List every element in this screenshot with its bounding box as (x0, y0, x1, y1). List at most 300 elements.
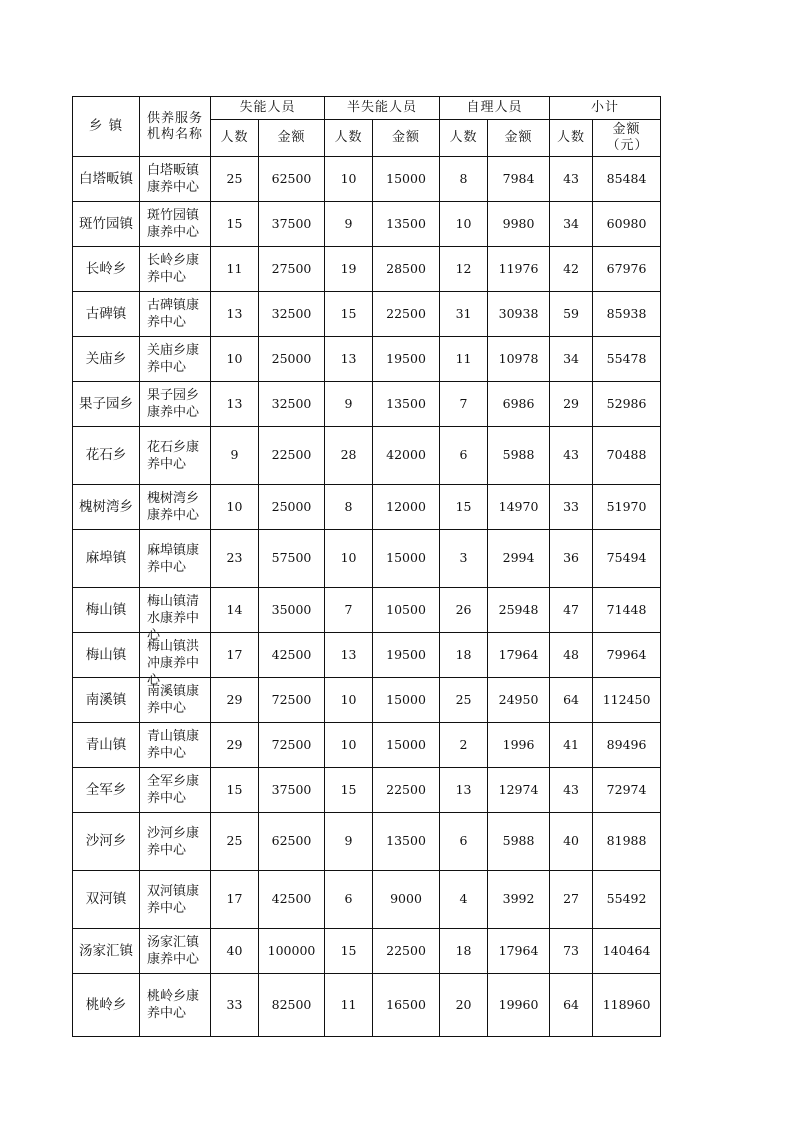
cell-township (73, 485, 140, 530)
cell-count (211, 588, 259, 633)
header-institution: 供养服务机构名称 (140, 97, 211, 157)
amount-value: 15000 (386, 691, 426, 707)
amount-value: 75494 (606, 550, 647, 565)
cell-institution (140, 427, 211, 485)
count-value: 34 (563, 215, 579, 231)
header-township: 乡 镇 (73, 97, 140, 157)
cell-count (325, 768, 373, 813)
amount-value: 15000 (386, 170, 426, 186)
cell-institution (140, 588, 211, 643)
cell-count (440, 813, 488, 871)
count-value: 11 (226, 260, 243, 276)
count-value: 10 (340, 736, 357, 752)
count-value: 15 (340, 305, 357, 321)
amount-value: 79964 (606, 646, 647, 662)
amount-value: 11976 (498, 260, 539, 276)
amount-value: 12000 (386, 498, 426, 514)
amount-value: 89496 (606, 736, 647, 752)
count-value: 10 (340, 550, 357, 565)
cell-township (73, 974, 140, 1037)
township-name: 南溪镇 (85, 691, 127, 708)
cell-township (73, 202, 140, 247)
cell-count (440, 678, 488, 723)
cell-count (550, 247, 593, 292)
cell-amount (593, 588, 661, 633)
cell-count (550, 427, 593, 485)
header-amount: 金额 (259, 120, 325, 157)
cell-amount (373, 382, 440, 427)
cell-amount (373, 337, 440, 382)
cell-amount (593, 813, 661, 871)
cell-amount (373, 157, 440, 202)
cell-amount (259, 292, 325, 337)
amount-value: 67976 (606, 260, 647, 276)
cell-count (211, 202, 259, 247)
cell-amount (259, 588, 325, 633)
count-value: 15 (340, 942, 357, 958)
amount-value: 19960 (498, 996, 539, 1012)
count-value: 9 (230, 447, 239, 462)
cell-amount (373, 813, 440, 871)
amount-value: 55492 (606, 891, 647, 906)
count-value: 25 (226, 170, 243, 186)
cell-count (325, 929, 373, 974)
table-row (73, 382, 661, 427)
cell-count (211, 157, 259, 202)
cell-count (440, 427, 488, 485)
count-value: 33 (563, 498, 579, 514)
count-value: 3 (459, 550, 468, 565)
township-name: 麻埠镇 (85, 550, 127, 566)
cell-amount (488, 202, 550, 247)
cell-amount (488, 871, 550, 929)
cell-count (325, 633, 373, 678)
cell-township (73, 813, 140, 871)
amount-value: 57500 (271, 550, 312, 565)
township-name: 关庙乡 (85, 350, 127, 367)
township-name: 花石乡 (85, 447, 127, 463)
cell-amount (488, 530, 550, 588)
amount-value: 37500 (271, 215, 312, 231)
cell-township (73, 337, 140, 382)
amount-value: 62500 (271, 833, 312, 848)
amount-value: 27500 (271, 260, 312, 276)
count-value: 15 (340, 781, 357, 797)
count-value: 64 (563, 996, 579, 1012)
cell-count (440, 588, 488, 633)
township-name: 全军乡 (85, 781, 127, 798)
cell-amount (488, 337, 550, 382)
township-name: 梅山镇 (85, 601, 127, 618)
cell-count (550, 337, 593, 382)
count-value: 10 (340, 170, 357, 186)
cell-count (550, 974, 593, 1037)
amount-value: 82500 (271, 996, 312, 1012)
cell-amount (259, 633, 325, 678)
header-count: 人数 (440, 120, 488, 157)
amount-value: 9980 (502, 215, 535, 231)
table-row (73, 202, 661, 247)
cell-institution (140, 723, 211, 768)
cell-amount (593, 974, 661, 1037)
cell-township (73, 633, 140, 678)
amount-value: 14970 (498, 498, 539, 514)
cell-amount (259, 337, 325, 382)
count-value: 13 (455, 781, 472, 797)
cell-count (550, 813, 593, 871)
cell-count (211, 337, 259, 382)
institution-name: 桃岭乡康养中心 (147, 989, 200, 1021)
amount-value: 2994 (502, 550, 535, 565)
cell-amount (373, 485, 440, 530)
count-value: 33 (226, 996, 243, 1012)
cell-count (211, 485, 259, 530)
cell-amount (593, 427, 661, 485)
cell-amount (259, 382, 325, 427)
amount-value: 37500 (271, 781, 312, 797)
amount-value: 42000 (386, 447, 426, 462)
count-value: 6 (459, 833, 468, 848)
amount-value: 112450 (602, 691, 651, 707)
cell-institution (140, 871, 211, 929)
cell-count (211, 633, 259, 678)
cell-township (73, 929, 140, 974)
cell-count (325, 485, 373, 530)
township-name: 双河镇 (85, 891, 127, 907)
institution-name: 梅山镇清水康养中心 (147, 594, 200, 643)
amount-value: 22500 (386, 942, 426, 958)
amount-value: 25948 (498, 601, 539, 617)
cell-count (325, 813, 373, 871)
cell-count (440, 929, 488, 974)
amount-value: 13500 (386, 395, 426, 411)
cell-township (73, 723, 140, 768)
header-self-care: 自理人员 (440, 97, 550, 120)
institution-name: 青山镇康养中心 (147, 729, 200, 761)
count-value: 40 (563, 833, 579, 848)
township-name: 沙河乡 (85, 833, 127, 849)
cell-amount (259, 929, 325, 974)
count-value: 26 (455, 601, 472, 617)
count-value: 43 (563, 170, 579, 186)
cell-amount (593, 157, 661, 202)
amount-value: 72500 (271, 736, 312, 752)
cell-count (211, 871, 259, 929)
amount-value: 51970 (606, 498, 647, 514)
amount-value: 42500 (271, 646, 312, 662)
count-value: 9 (344, 395, 353, 411)
amount-value: 9000 (390, 891, 422, 906)
count-value: 6 (459, 447, 468, 462)
cell-count (211, 929, 259, 974)
institution-name: 槐树湾乡康养中心 (147, 491, 200, 523)
cell-count (325, 530, 373, 588)
cell-amount (593, 337, 661, 382)
count-value: 18 (455, 942, 472, 958)
cell-amount (488, 678, 550, 723)
cell-amount (259, 678, 325, 723)
count-value: 48 (563, 646, 579, 662)
count-value: 9 (344, 215, 353, 231)
count-value: 41 (563, 736, 579, 752)
cell-institution (140, 157, 211, 202)
header-semi-disabled: 半失能人员 (325, 97, 440, 120)
count-value: 6 (344, 891, 353, 906)
header-amount: 金额 (373, 120, 440, 157)
cell-amount (593, 723, 661, 768)
amount-value: 19500 (386, 646, 426, 662)
institution-name: 南溪镇康养中心 (147, 684, 200, 716)
township-name: 白塔畈镇 (79, 170, 133, 187)
cell-amount (373, 871, 440, 929)
table-row (73, 247, 661, 292)
count-value: 8 (344, 498, 353, 514)
amount-value: 42500 (271, 891, 312, 906)
table-row (73, 588, 661, 633)
amount-value: 30938 (498, 305, 539, 321)
count-value: 7 (344, 601, 353, 617)
cell-amount (488, 974, 550, 1037)
cell-count (211, 974, 259, 1037)
header-count: 人数 (211, 120, 259, 157)
cell-count (440, 157, 488, 202)
count-value: 29 (226, 736, 243, 752)
cell-count (550, 382, 593, 427)
cell-count (550, 588, 593, 633)
amount-value: 1996 (502, 736, 535, 752)
count-value: 73 (563, 942, 579, 958)
cell-count (325, 247, 373, 292)
count-value: 64 (563, 691, 579, 707)
cell-count (550, 723, 593, 768)
institution-name: 长岭乡康养中心 (147, 253, 200, 285)
cell-count (325, 588, 373, 633)
cell-institution (140, 337, 211, 382)
cell-township (73, 427, 140, 485)
cell-institution (140, 292, 211, 337)
count-value: 10 (455, 215, 472, 231)
amount-value: 5988 (502, 833, 535, 848)
cell-count (325, 382, 373, 427)
table-body (73, 157, 661, 1037)
cell-count (325, 157, 373, 202)
count-value: 13 (226, 395, 243, 411)
cell-institution (140, 768, 211, 813)
header-amount-yuan: 金额（元） (593, 120, 661, 157)
count-value: 11 (455, 350, 472, 366)
cell-institution (140, 382, 211, 427)
amount-value: 72500 (271, 691, 312, 707)
cell-count (550, 485, 593, 530)
table-row (73, 974, 661, 1037)
amount-value: 71448 (606, 601, 647, 617)
cell-count (325, 427, 373, 485)
township-name: 槐树湾乡 (79, 498, 133, 515)
cell-institution (140, 813, 211, 871)
cell-count (211, 530, 259, 588)
amount-value: 32500 (271, 305, 312, 321)
cell-count (440, 871, 488, 929)
cell-township (73, 871, 140, 929)
cell-amount (593, 485, 661, 530)
cell-township (73, 157, 140, 202)
amount-value: 140464 (602, 942, 651, 958)
cell-amount (373, 530, 440, 588)
cell-institution (140, 678, 211, 723)
cell-count (211, 768, 259, 813)
amount-value: 16500 (386, 996, 426, 1012)
institution-name: 全军乡康养中心 (147, 774, 200, 806)
count-value: 11 (340, 996, 357, 1012)
cell-count (550, 530, 593, 588)
cell-count (440, 202, 488, 247)
table-row (73, 768, 661, 813)
cell-amount (488, 633, 550, 678)
cell-institution (140, 202, 211, 247)
count-value: 40 (226, 942, 243, 958)
amount-value: 24950 (498, 691, 539, 707)
amount-value: 17964 (498, 942, 539, 958)
amount-value: 15000 (386, 550, 426, 565)
cell-amount (593, 530, 661, 588)
count-value: 15 (455, 498, 472, 514)
cell-township (73, 247, 140, 292)
table-row (73, 813, 661, 871)
table-row (73, 871, 661, 929)
cell-amount (259, 723, 325, 768)
cell-institution (140, 929, 211, 974)
township-name: 桃岭乡 (85, 996, 127, 1013)
cell-count (440, 292, 488, 337)
cell-count (325, 871, 373, 929)
cell-amount (373, 202, 440, 247)
cell-count (325, 974, 373, 1037)
amount-value: 22500 (386, 781, 426, 797)
cell-amount (373, 427, 440, 485)
cell-amount (593, 929, 661, 974)
institution-name: 双河镇康养中心 (147, 883, 200, 916)
count-value: 7 (459, 395, 468, 411)
cell-institution (140, 485, 211, 530)
cell-count (550, 633, 593, 678)
count-value: 47 (563, 601, 579, 617)
cell-institution (140, 247, 211, 292)
count-value: 25 (226, 833, 243, 848)
cell-amount (259, 202, 325, 247)
cell-count (325, 202, 373, 247)
header-row-1 (73, 97, 661, 120)
cell-amount (593, 678, 661, 723)
cell-count (440, 723, 488, 768)
count-value: 59 (563, 305, 579, 321)
institution-name: 汤家汇镇康养中心 (147, 935, 200, 967)
cell-amount (373, 678, 440, 723)
count-value: 2 (459, 736, 468, 752)
count-value: 42 (563, 260, 579, 276)
cell-township (73, 768, 140, 813)
count-value: 8 (459, 170, 468, 186)
cell-township (73, 678, 140, 723)
township-name: 果子园乡 (79, 395, 133, 412)
count-value: 13 (226, 305, 243, 321)
amount-value: 10978 (498, 350, 539, 366)
cell-amount (259, 247, 325, 292)
cell-count (550, 929, 593, 974)
cell-amount (259, 530, 325, 588)
cell-amount (593, 202, 661, 247)
table-row (73, 723, 661, 768)
cell-amount (593, 247, 661, 292)
cell-amount (373, 292, 440, 337)
cell-institution (140, 633, 211, 688)
cell-count (325, 678, 373, 723)
table-row (73, 633, 661, 678)
amount-value: 22500 (271, 447, 312, 462)
amount-value: 70488 (606, 447, 647, 462)
cell-count (440, 337, 488, 382)
cell-amount (373, 768, 440, 813)
cell-count (325, 292, 373, 337)
count-value: 34 (563, 350, 579, 366)
amount-value: 100000 (267, 942, 316, 958)
amount-value: 35000 (271, 601, 312, 617)
count-value: 43 (563, 781, 579, 797)
count-value: 15 (226, 781, 243, 797)
count-value: 9 (344, 833, 353, 848)
count-value: 13 (340, 646, 357, 662)
cell-count (325, 337, 373, 382)
count-value: 17 (226, 646, 243, 662)
amount-value: 32500 (271, 395, 312, 411)
count-value: 13 (340, 350, 357, 366)
cell-amount (488, 382, 550, 427)
amount-value: 13500 (386, 215, 426, 231)
cell-amount (488, 929, 550, 974)
amount-value: 19500 (386, 350, 426, 366)
institution-name: 关庙乡康养中心 (147, 343, 200, 375)
cell-amount (488, 247, 550, 292)
count-value: 10 (340, 691, 357, 707)
count-value: 10 (226, 498, 243, 514)
count-value: 29 (563, 395, 579, 411)
township-name: 梅山镇 (85, 646, 127, 663)
cell-amount (593, 633, 661, 678)
amount-value: 12974 (498, 781, 539, 797)
amount-value: 25000 (271, 498, 312, 514)
table-row (73, 427, 661, 485)
cell-count (550, 157, 593, 202)
cell-amount (593, 382, 661, 427)
cell-count (211, 382, 259, 427)
cell-count (440, 247, 488, 292)
header-disabled: 失能人员 (211, 97, 325, 120)
count-value: 43 (563, 447, 579, 462)
cell-amount (488, 813, 550, 871)
cell-amount (373, 723, 440, 768)
cell-amount (259, 871, 325, 929)
cell-count (550, 871, 593, 929)
amount-value: 118960 (602, 996, 651, 1012)
count-value: 36 (563, 550, 579, 565)
cell-count (440, 768, 488, 813)
cell-count (440, 382, 488, 427)
amount-value: 81988 (606, 833, 647, 848)
header-count: 人数 (550, 120, 593, 157)
cell-amount (488, 768, 550, 813)
institution-name: 果子园乡康养中心 (147, 388, 200, 420)
cell-township (73, 382, 140, 427)
cell-count (440, 633, 488, 678)
